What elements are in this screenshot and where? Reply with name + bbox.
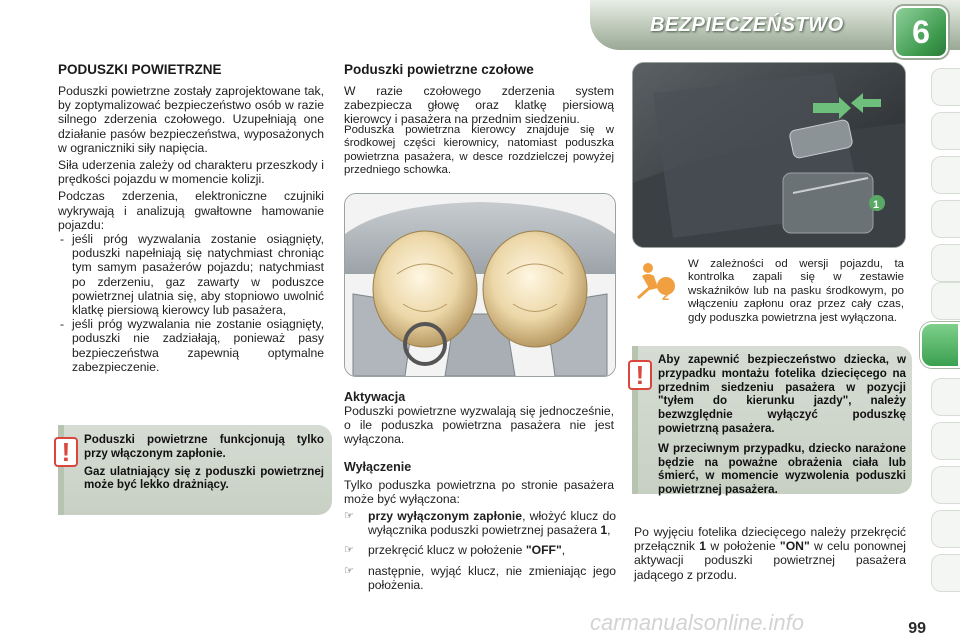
side-tab[interactable] xyxy=(931,200,960,238)
deactivation-text: Tylko poduszka powietrzna po stronie pasażera może być wyłączona: xyxy=(344,478,614,507)
activation-text: Poduszki powietrzne wyzwalają się jednocześnie, o ile poduszka powietrzna pasażera nie jest wyłączona. xyxy=(344,404,614,447)
side-tab[interactable] xyxy=(931,378,960,416)
airbags-drawing xyxy=(345,194,615,376)
section-title: PODUSZKI POWIETRZNE xyxy=(58,62,222,77)
frontal-airbags-illustration xyxy=(344,193,616,377)
warning-text: Aby zapewnić bezpieczeństwo dziecka, w przypadku montażu fotelika dziecięcego na przednim siedzeniu pasażera w pozycji "tyłem do kierunku jazdy", należy bezwzględnie wyłączyć poduszkę powietrzną pasażera. xyxy=(658,353,906,435)
indicator-text: W zależności od wersji pojazdu, ta kontrolka zapali się w zestawie wskaźników lub na pasku środkowym, po włączeniu zapłonu oraz przez cały czas, gdy poduszka powietrzna jest wyłączona. xyxy=(688,258,904,324)
list-item: - jeśli próg wyzwalania zostanie osiągnięty, poduszki napełniają się natychmiast chroniąc tym samym pasażerów pojazdu; natychmiast po zderzeniu, gaz zawarty w poduszce powietrznej ulatnia się, aby stopniowo uwolnić klatkę piersiową kierowcy lub pasażera, xyxy=(58,232,324,317)
frontal-location: Poduszka powietrzna kierowcy znajduje się w środkowej części kierownicy, natomiast poduszka powietrzna pasażera, w desce rozdzielczej powyżej przedniego schowka. xyxy=(344,124,614,177)
side-tab[interactable] xyxy=(931,422,960,460)
side-tab[interactable] xyxy=(931,282,960,320)
passenger-airbag-switch-photo xyxy=(632,62,906,248)
reactivation-text xyxy=(634,525,906,582)
frontal-intro: W razie czołowego zderzenia system zabezpiecza głowę oraz klatkę piersiową kierowcy i pasażera na przednim siedzeniu. xyxy=(344,84,614,127)
step-number: 1 xyxy=(600,523,608,538)
airbag-off-indicator-icon xyxy=(636,258,680,302)
deactivation-heading: Wyłączenie xyxy=(344,460,412,474)
side-tab[interactable] xyxy=(931,68,960,106)
reactivation-part: w celu ponownej aktywacji poduszki powietrznej pasażera jadącego z przodu. xyxy=(634,539,906,582)
warning-text: W przeciwnym przypadku, dziecko narażone będzie na poważne obrażenia ciała lub śmierć, w momencie wyzwolenia poduszki powietrznej pasażera. xyxy=(658,441,906,497)
chapter-number-badge: 6 xyxy=(894,6,948,58)
side-tab[interactable] xyxy=(931,244,960,282)
warning-bold-text: Poduszki powietrzne funkcjonują tylko przy włączonym zapłonie. xyxy=(84,433,324,460)
warning-text: Gaz ulatniający się z poduszki powietrznej może być lekko drażniący. xyxy=(84,464,324,492)
step-text: następnie, wyjąć klucz, nie zmieniając jego położenia. xyxy=(368,563,616,592)
svg-text:2: 2 xyxy=(662,288,670,302)
warning-exclamation-icon: ! xyxy=(54,437,78,467)
side-tab[interactable] xyxy=(931,510,960,548)
side-tab-active[interactable] xyxy=(920,322,960,368)
list-item xyxy=(344,564,616,592)
reactivation-number: 1 xyxy=(699,539,707,554)
step-end: , xyxy=(561,543,566,558)
page-number: 99 xyxy=(908,620,926,637)
step-end: , xyxy=(607,523,611,538)
impact-paragraph: Siła uderzenia zależy od charakteru przeszkody i prędkości pojazdu w momencie kolizji. xyxy=(58,158,324,187)
step-bold: przy wyłączonym zapłonie xyxy=(368,509,523,523)
section-title: Poduszki powietrzne czołowe xyxy=(344,62,534,77)
list-item xyxy=(344,543,616,557)
activation-heading: Aktywacja xyxy=(344,390,406,404)
chapter-title: BEZPIECZEŃSTWO xyxy=(650,14,844,36)
sensor-paragraph: Podczas zderzenia, elektroniczne czujniki wykrywają i analizują gwałtowne hamowanie pojazdu: xyxy=(58,189,324,232)
sensor-bullet-list xyxy=(58,232,324,374)
watermark: carmanualsonline.info xyxy=(590,610,805,635)
warning-box xyxy=(58,425,332,515)
step-bold: "OFF" xyxy=(525,543,562,558)
child-seat-warning-box xyxy=(632,346,912,497)
reactivation-part: Po wyjęciu fotelika dziecięcego należy przekręcić przełącznik xyxy=(634,525,906,554)
warning-exclamation-icon: ! xyxy=(628,360,652,390)
side-tab[interactable] xyxy=(931,554,960,592)
deactivation-steps xyxy=(344,509,616,598)
list-item xyxy=(344,509,616,537)
switch-drawing xyxy=(633,63,905,247)
intro-paragraph: Poduszki powietrzne zostały zaprojektowane tak, by zoptymalizować bezpieczeństwo osób w razie silnego zderzenia czołowego. Uzupełniają one działanie pasów bezpieczeństwa, wyposażonych w ograniczniki siły napięcia. xyxy=(58,84,324,155)
reactivation-part: w położenie xyxy=(706,539,780,554)
side-tab[interactable] xyxy=(931,156,960,194)
list-item: - jeśli próg wyzwalania nie zostanie osiągnięty, poduszki nie zadziałają, ponieważ pasy bezpieczeństwa zapewnią optymalne zabezpieczenie. xyxy=(58,317,324,374)
side-tab[interactable] xyxy=(931,112,960,150)
svg-text:1: 1 xyxy=(873,199,880,211)
reactivation-on: "ON" xyxy=(779,539,810,554)
step-text: przekręcić klucz w położenie xyxy=(368,543,526,558)
side-tab[interactable] xyxy=(931,466,960,504)
step-text: , włożyć klucz do wyłącznika poduszki powietrznej pasażera xyxy=(368,509,617,538)
column-1-text xyxy=(58,84,324,374)
